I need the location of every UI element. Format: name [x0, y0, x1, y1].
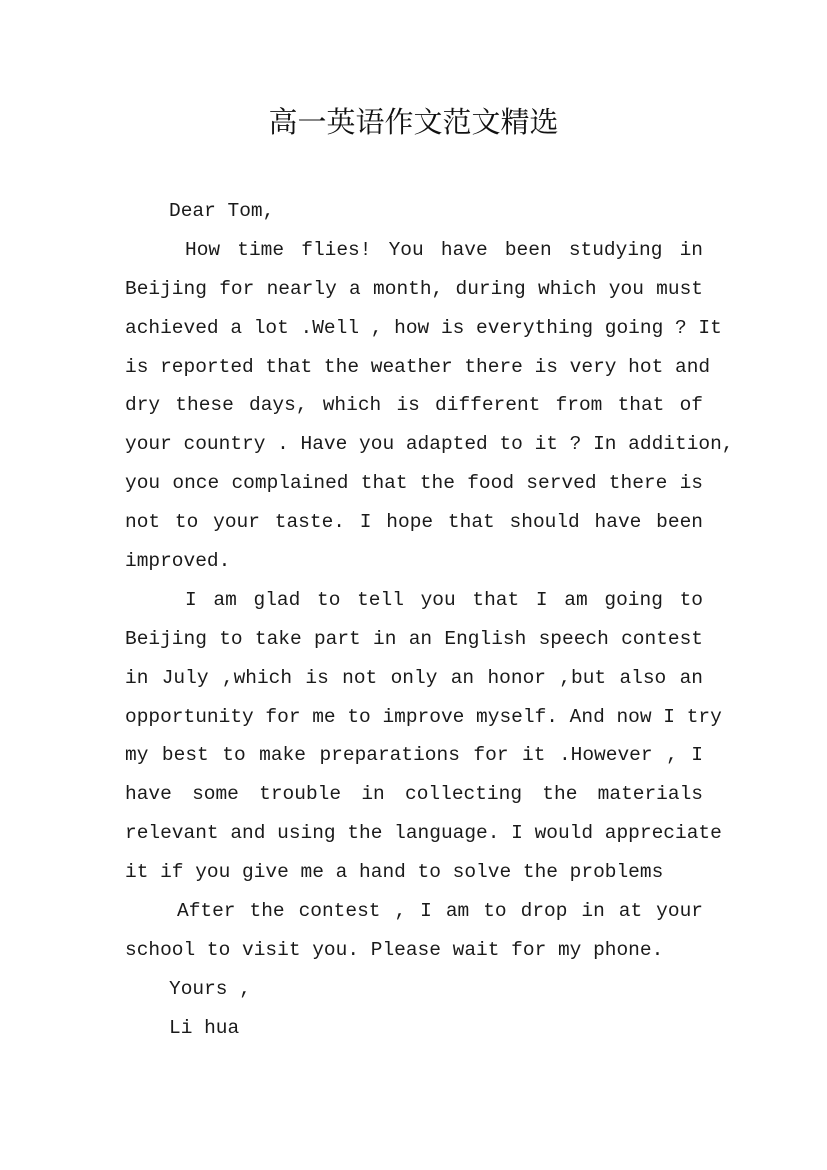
paragraph-1 — [125, 231, 734, 581]
paragraph-3 — [125, 892, 703, 970]
paragraph-line: Beijing to take part in an English speech contest — [125, 627, 703, 650]
paragraph-line: I am glad to tell you that I am going to — [185, 588, 703, 611]
paragraph-line: is reported that the weather there is very hot and — [125, 355, 711, 378]
paragraph-line: How time flies! You have been studying in — [185, 238, 703, 261]
paragraph-2 — [125, 581, 722, 892]
salutation: Dear Tom, — [169, 200, 275, 222]
paragraph-line: in July ,which is not only an honor ,but also an — [125, 666, 703, 689]
paragraph-line: my best to make preparations for it .However , I — [125, 744, 703, 767]
closing: Yours , — [169, 977, 251, 1000]
paragraph-line: dry these days, which is different from that of — [125, 394, 703, 417]
paragraph-line: have some trouble in collecting the materials — [125, 783, 703, 806]
paragraph-line: achieved a lot .Well , how is everything going ? It — [125, 316, 722, 339]
paragraph-line: Beijing for nearly a month, during which you must — [125, 277, 703, 300]
paragraph-line: improved. — [125, 550, 231, 573]
letter-body — [125, 192, 734, 1048]
paragraph-line: opportunity for me to improve myself. And now I try — [125, 705, 722, 728]
paragraph-line: After the contest , I am to drop in at your — [177, 900, 703, 923]
paragraph-line: you once complained that the food served there is — [125, 472, 703, 495]
document-title: 高一英语作文范文精选 — [268, 105, 559, 139]
signature: Li hua — [169, 1016, 240, 1039]
paragraph-line: not to your taste. I hope that should have been — [125, 511, 703, 534]
paragraph-line: your country . Have you adapted to it ? In addition, — [125, 433, 734, 456]
paragraph-line: school to visit you. Please wait for my phone. — [125, 938, 664, 961]
paragraph-line: it if you give me a hand to solve the problems — [125, 861, 664, 884]
paragraph-line: relevant and using the language. I would appreciate — [125, 822, 722, 845]
